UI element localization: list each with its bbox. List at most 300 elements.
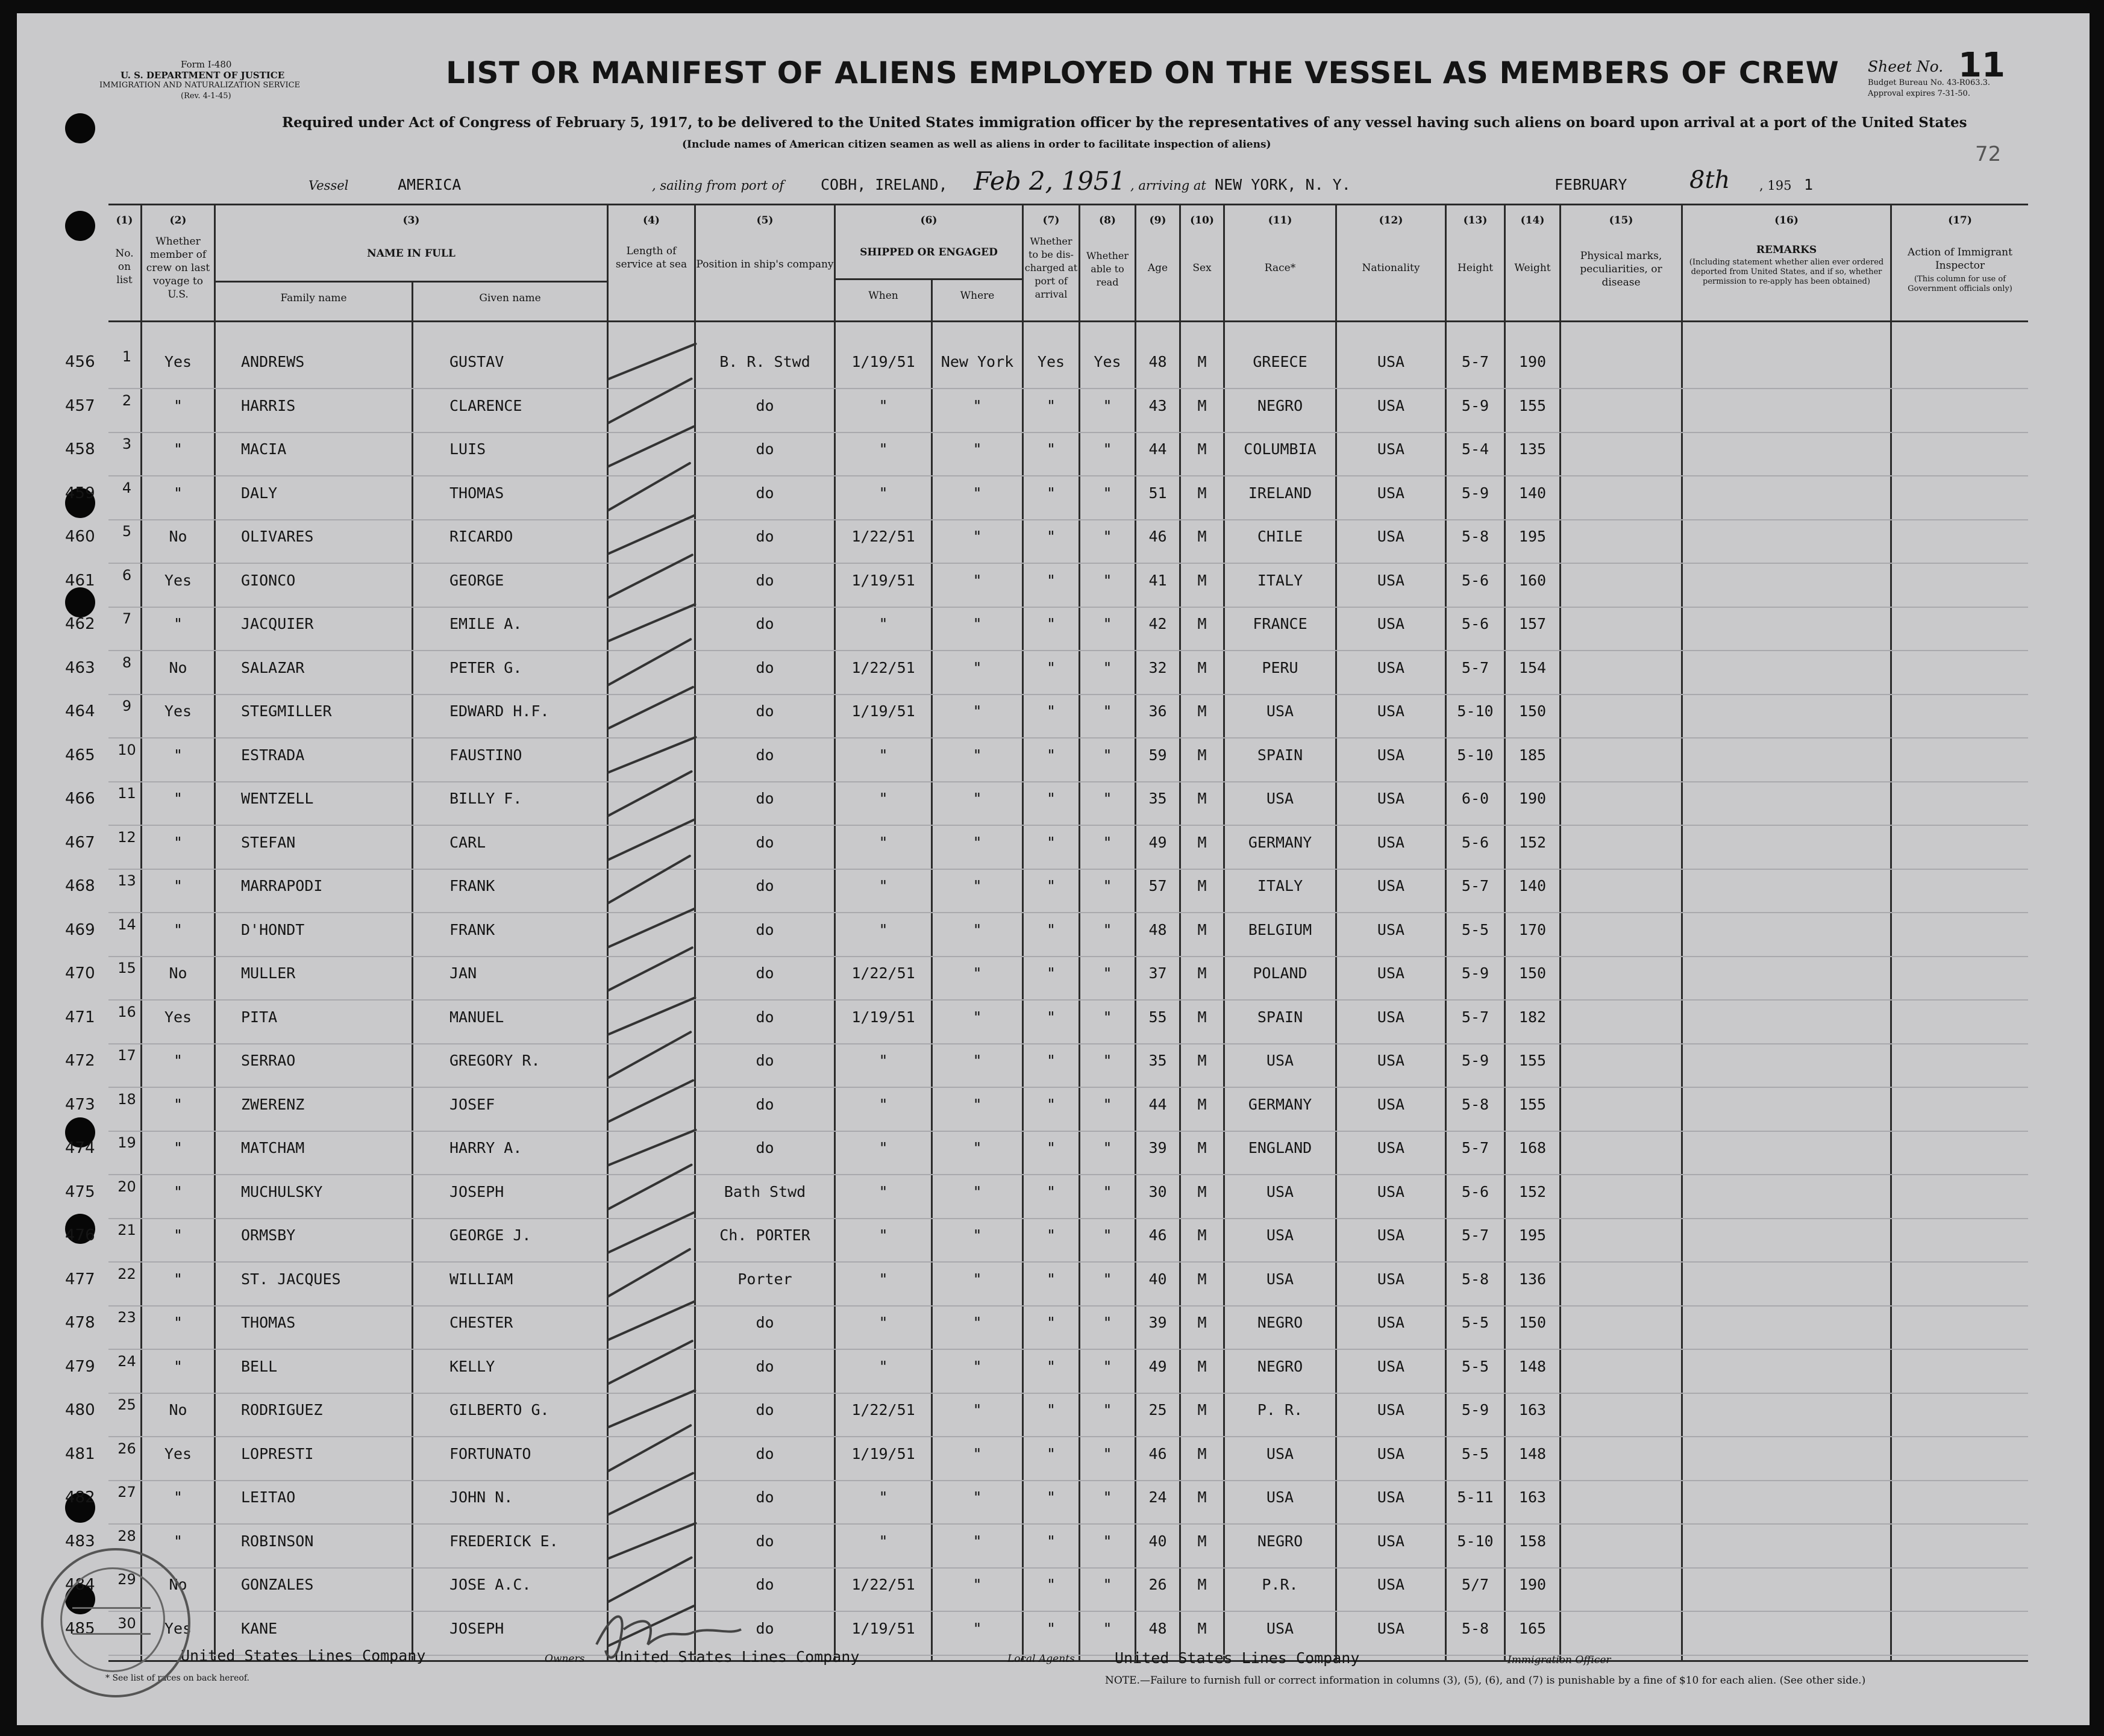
shipped-when-cell: " bbox=[878, 790, 888, 807]
race-cell: USA bbox=[1266, 1619, 1294, 1637]
margin-number-cell: 483 bbox=[65, 1532, 95, 1550]
height-cell: 5-5 bbox=[1461, 1444, 1489, 1463]
shipped-when-cell: " bbox=[878, 877, 888, 895]
col8-header: Whether able to read bbox=[1086, 250, 1129, 288]
discharged-cell: " bbox=[1046, 877, 1056, 895]
nationality-cell: USA bbox=[1377, 1488, 1405, 1506]
row-rule bbox=[108, 1480, 2028, 1481]
given-name-cell: CHESTER bbox=[449, 1314, 513, 1331]
prev-voyage-cell: " bbox=[173, 396, 183, 414]
age-cell: 44 bbox=[1148, 440, 1167, 458]
margin-number-cell: 479 bbox=[65, 1357, 95, 1376]
position-cell: Porter bbox=[737, 1270, 792, 1288]
list-number-cell: 22 bbox=[117, 1265, 136, 1282]
list-number-cell: 20 bbox=[117, 1178, 136, 1195]
nationality-cell: USA bbox=[1377, 528, 1405, 545]
discharged-cell: " bbox=[1046, 1052, 1056, 1069]
shipped-when-cell: 1/19/51 bbox=[851, 1619, 915, 1637]
form-number: Form I-480 bbox=[181, 59, 232, 70]
col13-number: (13) bbox=[1463, 214, 1488, 226]
margin-number-cell: 470 bbox=[65, 964, 95, 982]
discharged-cell: " bbox=[1046, 1444, 1056, 1463]
given-name-cell: EMILE A. bbox=[449, 615, 522, 632]
age-cell: 46 bbox=[1148, 528, 1167, 545]
shipped-when-cell: 1/22/51 bbox=[851, 528, 915, 545]
sex-cell: M bbox=[1197, 571, 1207, 589]
nationality-cell: USA bbox=[1377, 353, 1405, 370]
shipped-where-cell: " bbox=[972, 1270, 982, 1288]
prev-voyage-cell: No bbox=[169, 528, 187, 545]
family-name-cell: JACQUIER bbox=[241, 615, 314, 632]
margin-number-cell: 473 bbox=[65, 1095, 95, 1114]
weight-cell: 136 bbox=[1518, 1270, 1547, 1288]
margin-number-cell: 484 bbox=[65, 1576, 95, 1594]
prev-voyage-cell: Yes bbox=[164, 702, 192, 720]
height-cell: 5-8 bbox=[1461, 1270, 1489, 1288]
col9-number: (9) bbox=[1149, 214, 1166, 226]
position-cell: do bbox=[756, 964, 774, 982]
shipped-where-cell: " bbox=[972, 1488, 982, 1506]
race-cell: GERMANY bbox=[1248, 1095, 1312, 1113]
height-cell: 5-7 bbox=[1461, 353, 1489, 370]
family-name-cell: KANE bbox=[241, 1619, 278, 1637]
nationality-cell: USA bbox=[1377, 964, 1405, 982]
prev-voyage-cell: " bbox=[173, 833, 183, 851]
row-rule bbox=[108, 956, 2028, 957]
able-to-read-cell: " bbox=[1103, 920, 1112, 938]
prev-voyage-cell: " bbox=[173, 920, 183, 938]
nationality-cell: USA bbox=[1377, 1270, 1405, 1288]
col14-header: Weight bbox=[1514, 262, 1551, 274]
list-number-cell: 9 bbox=[122, 698, 132, 714]
list-number-cell: 19 bbox=[117, 1134, 136, 1151]
nationality-cell: USA bbox=[1377, 1139, 1405, 1157]
sex-cell: M bbox=[1197, 396, 1207, 414]
race-cell: P. R. bbox=[1257, 1401, 1303, 1419]
nationality-cell: USA bbox=[1377, 1095, 1405, 1113]
nationality-cell: USA bbox=[1377, 1444, 1405, 1463]
list-number-cell: 14 bbox=[117, 916, 136, 933]
col5-header: Position in ship's company bbox=[696, 258, 834, 270]
prev-voyage-cell: " bbox=[173, 1357, 183, 1375]
weight-cell: 152 bbox=[1518, 833, 1547, 851]
row-rule bbox=[108, 1523, 2028, 1525]
weight-cell: 170 bbox=[1518, 920, 1547, 938]
shipped-when-cell: " bbox=[878, 615, 888, 632]
given-name-cell: GEORGE J. bbox=[449, 1226, 531, 1244]
shipped-when-cell: " bbox=[878, 1314, 888, 1331]
col5-number: (5) bbox=[756, 214, 774, 226]
margin-number-cell: 480 bbox=[65, 1401, 95, 1419]
shipped-where-cell: " bbox=[972, 528, 982, 545]
sex-cell: M bbox=[1197, 1444, 1207, 1463]
family-name-cell: BELL bbox=[241, 1357, 278, 1375]
height-cell: 5-9 bbox=[1461, 484, 1489, 502]
margin-number-cell: 464 bbox=[65, 702, 95, 720]
age-cell: 59 bbox=[1148, 746, 1167, 764]
list-number-cell: 5 bbox=[122, 523, 132, 540]
prev-voyage-cell: Yes bbox=[164, 1619, 192, 1637]
shipped-when-cell: 1/22/51 bbox=[851, 1576, 915, 1593]
family-name-cell: LEITAO bbox=[241, 1488, 296, 1506]
weight-cell: 155 bbox=[1518, 396, 1547, 414]
height-cell: 5-11 bbox=[1457, 1488, 1494, 1506]
family-name-cell: LOPRESTI bbox=[241, 1444, 314, 1463]
header-bottom-rule bbox=[108, 320, 2028, 322]
shipped-where-cell: " bbox=[972, 964, 982, 982]
col16-header: REMARKS bbox=[1756, 244, 1817, 256]
col15-header: Physical marks, peculiarities, or disease bbox=[1580, 250, 1662, 289]
nationality-cell: USA bbox=[1377, 658, 1405, 676]
row-rule bbox=[108, 388, 2028, 389]
race-cell: USA bbox=[1266, 790, 1294, 807]
margin-number-cell: 457 bbox=[65, 396, 95, 415]
row-rule bbox=[108, 825, 2028, 826]
position-cell: B. R. Stwd bbox=[719, 353, 810, 370]
row-rule bbox=[108, 1218, 2028, 1219]
list-number-cell: 26 bbox=[117, 1440, 136, 1457]
discharged-cell: " bbox=[1046, 658, 1056, 676]
row-rule bbox=[108, 650, 2028, 651]
sheet-number: 11 bbox=[1958, 46, 2005, 85]
vessel-label: Vessel bbox=[308, 178, 349, 193]
able-to-read-cell: " bbox=[1103, 1052, 1112, 1069]
shipped-where-cell: " bbox=[972, 1226, 982, 1244]
given-name-cell: FREDERICK E. bbox=[449, 1532, 559, 1550]
given-name-cell: FAUSTINO bbox=[449, 746, 522, 764]
sex-cell: M bbox=[1197, 1270, 1207, 1288]
age-cell: 39 bbox=[1148, 1314, 1167, 1331]
sex-cell: M bbox=[1197, 1139, 1207, 1157]
col17-subheader: (This column for use of Government officials only) bbox=[1908, 275, 2012, 293]
sex-cell: M bbox=[1197, 484, 1207, 502]
sheet-label: Sheet No. bbox=[1868, 58, 1944, 75]
col-divider bbox=[1681, 204, 1683, 1660]
position-cell: do bbox=[756, 571, 774, 589]
shipped-where-cell: " bbox=[972, 396, 982, 414]
margin-number-cell: 467 bbox=[65, 833, 95, 852]
col3-header: NAME IN FULL bbox=[367, 248, 456, 260]
shipped-where-cell: " bbox=[972, 1314, 982, 1331]
sex-cell: M bbox=[1197, 658, 1207, 676]
able-to-read-cell: " bbox=[1103, 615, 1112, 632]
margin-number-cell: 465 bbox=[65, 746, 95, 764]
shipped-when-cell: " bbox=[878, 1182, 888, 1201]
race-cell: USA bbox=[1266, 1488, 1294, 1506]
col2-number: (2) bbox=[169, 214, 187, 226]
margin-number-cell: 460 bbox=[65, 528, 95, 546]
shipped-where-cell: " bbox=[972, 920, 982, 938]
sex-cell: M bbox=[1197, 1401, 1207, 1419]
row-rule bbox=[108, 1174, 2028, 1175]
able-to-read-cell: " bbox=[1103, 1357, 1112, 1375]
approval: Approval expires 7-31-50. bbox=[1868, 89, 1970, 98]
prev-voyage-cell: No bbox=[169, 1576, 187, 1593]
family-name-cell: STEFAN bbox=[241, 833, 296, 851]
col8-number: (8) bbox=[1099, 214, 1116, 226]
discharged-cell: " bbox=[1046, 1139, 1056, 1157]
sex-cell: M bbox=[1197, 1226, 1207, 1244]
nationality-cell: USA bbox=[1377, 1532, 1405, 1550]
height-cell: 5-6 bbox=[1461, 833, 1489, 851]
family-name-cell: MULLER bbox=[241, 964, 296, 982]
age-cell: 39 bbox=[1148, 1139, 1167, 1157]
age-cell: 36 bbox=[1148, 702, 1167, 720]
age-cell: 48 bbox=[1148, 1619, 1167, 1637]
discharged-cell: " bbox=[1046, 1226, 1056, 1244]
position-cell: do bbox=[756, 1619, 774, 1637]
race-cell: USA bbox=[1266, 1052, 1294, 1069]
col16-number: (16) bbox=[1774, 214, 1799, 226]
family-name-cell: SALAZAR bbox=[241, 658, 305, 676]
height-cell: 5-6 bbox=[1461, 615, 1489, 632]
list-number-cell: 7 bbox=[122, 610, 132, 627]
list-number-cell: 24 bbox=[117, 1352, 136, 1370]
given-name-cell: EDWARD H.F. bbox=[449, 702, 549, 720]
weight-cell: 135 bbox=[1518, 440, 1547, 458]
owners-label: Owners bbox=[545, 1653, 585, 1665]
col-divider bbox=[412, 281, 413, 1660]
penalty-note: NOTE.—Failure to furnish full or correct information in columns (3), (5), (6), and (7) is punishable by a fine of $10 for each alien. (See other side.) bbox=[1105, 1675, 1866, 1687]
height-cell: 5/7 bbox=[1461, 1576, 1489, 1593]
race-cell: POLAND bbox=[1253, 964, 1307, 982]
weight-cell: 195 bbox=[1518, 1226, 1547, 1244]
age-cell: 48 bbox=[1148, 353, 1167, 370]
family-name-cell: ST. JACQUES bbox=[241, 1270, 341, 1288]
able-to-read-cell: " bbox=[1103, 1401, 1112, 1419]
col9-header: Age bbox=[1147, 262, 1168, 274]
able-to-read-cell: " bbox=[1103, 528, 1112, 545]
margin-number-cell: 463 bbox=[65, 658, 95, 677]
given-name-cell: RICARDO bbox=[449, 528, 513, 545]
able-to-read-cell: " bbox=[1103, 1444, 1112, 1463]
shipped-when-cell: " bbox=[878, 1488, 888, 1506]
list-number-cell: 11 bbox=[117, 785, 136, 802]
able-to-read-cell: " bbox=[1103, 833, 1112, 851]
department: U. S. DEPARTMENT OF JUSTICE bbox=[121, 70, 285, 81]
prev-voyage-cell: Yes bbox=[164, 1444, 192, 1463]
nationality-cell: USA bbox=[1377, 396, 1405, 414]
col-divider bbox=[1890, 204, 1892, 1660]
discharged-cell: " bbox=[1046, 920, 1056, 938]
prev-voyage-cell: " bbox=[173, 484, 183, 502]
col12-number: (12) bbox=[1379, 214, 1403, 226]
weight-cell: 160 bbox=[1518, 571, 1547, 589]
race-cell: NEGRO bbox=[1257, 396, 1303, 414]
able-to-read-cell: " bbox=[1103, 658, 1112, 676]
discharged-cell: " bbox=[1046, 615, 1056, 632]
height-cell: 5-9 bbox=[1461, 1401, 1489, 1419]
age-cell: 40 bbox=[1148, 1532, 1167, 1550]
family-name-cell: MATCHAM bbox=[241, 1139, 305, 1157]
family-name-cell: MACIA bbox=[241, 440, 287, 458]
nationality-cell: USA bbox=[1377, 440, 1405, 458]
given-name-cell: GILBERTO G. bbox=[449, 1401, 549, 1419]
height-cell: 5-9 bbox=[1461, 396, 1489, 414]
weight-cell: 155 bbox=[1518, 1052, 1547, 1069]
sex-cell: M bbox=[1197, 746, 1207, 764]
nationality-cell: USA bbox=[1377, 1052, 1405, 1069]
nationality-cell: USA bbox=[1377, 790, 1405, 807]
nationality-cell: USA bbox=[1377, 1576, 1405, 1593]
list-number-cell: 13 bbox=[117, 872, 136, 889]
weight-cell: 190 bbox=[1518, 353, 1547, 370]
given-name-cell: JAN bbox=[449, 964, 477, 982]
height-cell: 5-8 bbox=[1461, 1619, 1489, 1637]
vessel-name: AMERICA bbox=[398, 176, 462, 193]
shipped-when-cell: " bbox=[878, 920, 888, 938]
family-name-cell: RODRIGUEZ bbox=[241, 1401, 323, 1419]
sex-cell: M bbox=[1197, 615, 1207, 632]
discharged-cell: " bbox=[1046, 1182, 1056, 1201]
list-number-cell: 3 bbox=[122, 436, 132, 452]
position-cell: do bbox=[756, 1532, 774, 1550]
shipped-when-cell: 1/22/51 bbox=[851, 964, 915, 982]
nationality-cell: USA bbox=[1377, 1401, 1405, 1419]
race-cell: USA bbox=[1266, 1182, 1294, 1201]
prev-voyage-cell: " bbox=[173, 1532, 183, 1550]
position-cell: do bbox=[756, 833, 774, 851]
col7-header: Whether to be dis-charged at port of arrival bbox=[1024, 236, 1078, 300]
list-number-cell: 12 bbox=[117, 828, 136, 846]
weight-cell: 148 bbox=[1518, 1444, 1547, 1463]
prev-voyage-cell: " bbox=[173, 615, 183, 632]
col11-number: (11) bbox=[1268, 214, 1292, 226]
shipped-where-cell: " bbox=[972, 1576, 982, 1593]
race-cell: BELGIUM bbox=[1248, 920, 1312, 938]
shipped-where-cell: " bbox=[972, 615, 982, 632]
given-name-cell: FORTUNATO bbox=[449, 1444, 531, 1463]
row-rule bbox=[108, 475, 2028, 476]
shipped-when-cell: " bbox=[878, 746, 888, 764]
position-cell: do bbox=[756, 1095, 774, 1113]
height-cell: 5-10 bbox=[1457, 746, 1494, 764]
weight-cell: 150 bbox=[1518, 1314, 1547, 1331]
page-mark: 72 bbox=[1975, 142, 2002, 166]
shipped-when-cell: " bbox=[878, 1226, 888, 1244]
row-rule bbox=[108, 869, 2028, 870]
list-number-cell: 15 bbox=[117, 960, 136, 976]
race-cell: USA bbox=[1266, 1226, 1294, 1244]
able-to-read-cell: " bbox=[1103, 1532, 1112, 1550]
margin-number-cell: 456 bbox=[65, 353, 95, 371]
col6-number: (6) bbox=[920, 214, 938, 226]
position-cell: do bbox=[756, 702, 774, 720]
height-cell: 5-5 bbox=[1461, 1357, 1489, 1375]
given-name-cell: HARRY A. bbox=[449, 1139, 522, 1157]
shipped-where-cell: " bbox=[972, 440, 982, 458]
family-name-cell: ROBINSON bbox=[241, 1532, 314, 1550]
discharged-cell: " bbox=[1046, 1488, 1056, 1506]
able-to-read-cell: " bbox=[1103, 484, 1112, 502]
shipped-subheader-rule bbox=[834, 278, 1022, 280]
height-cell: 5-7 bbox=[1461, 1139, 1489, 1157]
age-cell: 55 bbox=[1148, 1008, 1167, 1026]
family-name-cell: WENTZELL bbox=[241, 790, 314, 807]
race-cell: ITALY bbox=[1257, 571, 1303, 589]
position-cell: do bbox=[756, 790, 774, 807]
shipped-when-cell: " bbox=[878, 440, 888, 458]
family-name-cell: ZWERENZ bbox=[241, 1095, 305, 1113]
shipped-when-cell: " bbox=[878, 1270, 888, 1288]
shipped-when-cell: 1/19/51 bbox=[851, 702, 915, 720]
margin-number-cell: 462 bbox=[65, 615, 95, 633]
shipped-where-cell: " bbox=[972, 746, 982, 764]
weight-cell: 165 bbox=[1518, 1619, 1547, 1637]
nationality-cell: USA bbox=[1377, 920, 1405, 938]
list-number-cell: 21 bbox=[117, 1222, 136, 1238]
arrival-day: 8th bbox=[1689, 166, 1730, 194]
discharged-cell: " bbox=[1046, 833, 1056, 851]
race-cell: SPAIN bbox=[1257, 746, 1303, 764]
age-cell: 57 bbox=[1148, 877, 1167, 895]
family-name-cell: ANDREWS bbox=[241, 353, 305, 370]
family-name-cell: ORMSBY bbox=[241, 1226, 296, 1244]
sex-cell: M bbox=[1197, 877, 1207, 895]
given-name-cell: KELLY bbox=[449, 1357, 495, 1375]
weight-cell: 140 bbox=[1518, 484, 1547, 502]
shipped-when-cell: " bbox=[878, 484, 888, 502]
list-number-cell: 23 bbox=[117, 1309, 136, 1326]
col17-number: (17) bbox=[1948, 214, 1972, 226]
margin-number-cell: 476 bbox=[65, 1226, 95, 1244]
height-cell: 5-10 bbox=[1457, 702, 1494, 720]
sex-cell: M bbox=[1197, 1619, 1207, 1637]
list-number-cell: 2 bbox=[122, 392, 132, 409]
weight-cell: 190 bbox=[1518, 1576, 1547, 1593]
nationality-cell: USA bbox=[1377, 571, 1405, 589]
height-cell: 5-6 bbox=[1461, 571, 1489, 589]
prev-voyage-cell: " bbox=[173, 746, 183, 764]
discharged-cell: " bbox=[1046, 484, 1056, 502]
shipped-where-cell: " bbox=[972, 1008, 982, 1026]
nationality-cell: USA bbox=[1377, 833, 1405, 851]
discharged-cell: " bbox=[1046, 702, 1056, 720]
family-name-cell: GIONCO bbox=[241, 571, 296, 589]
list-number-cell: 1 bbox=[122, 348, 132, 365]
form-note: (Include names of American citizen seamen as well as aliens in order to facilitate inspection of aliens) bbox=[682, 139, 1271, 151]
position-cell: do bbox=[756, 1314, 774, 1331]
age-cell: 48 bbox=[1148, 920, 1167, 938]
departure-date: Feb 2, 1951 bbox=[974, 166, 1126, 196]
family-name-cell: MUCHULSKY bbox=[241, 1182, 323, 1201]
sex-cell: M bbox=[1197, 964, 1207, 982]
agents-label: Local Agents bbox=[1007, 1653, 1075, 1665]
shipped-where-cell: New York bbox=[941, 353, 1014, 370]
col1-number: (1) bbox=[116, 214, 133, 226]
margin-number-cell: 466 bbox=[65, 790, 95, 808]
height-cell: 5-7 bbox=[1461, 1226, 1489, 1244]
margin-number-cell: 482 bbox=[65, 1488, 95, 1507]
sex-cell: M bbox=[1197, 1095, 1207, 1113]
given-name-cell: BILLY F. bbox=[449, 790, 522, 807]
row-rule bbox=[108, 432, 2028, 433]
prev-voyage-cell: No bbox=[169, 658, 187, 676]
sex-cell: M bbox=[1197, 528, 1207, 545]
height-cell: 5-9 bbox=[1461, 964, 1489, 982]
position-cell: do bbox=[756, 877, 774, 895]
shipped-when-cell: " bbox=[878, 396, 888, 414]
weight-cell: 152 bbox=[1518, 1182, 1547, 1201]
age-cell: 49 bbox=[1148, 833, 1167, 851]
prev-voyage-cell: " bbox=[173, 1226, 183, 1244]
margin-number-cell: 478 bbox=[65, 1314, 95, 1332]
shipped-where-cell: " bbox=[972, 658, 982, 676]
age-cell: 37 bbox=[1148, 964, 1167, 982]
inspector-signature bbox=[590, 1602, 747, 1669]
row-rule bbox=[108, 1305, 2028, 1307]
able-to-read-cell: " bbox=[1103, 1270, 1112, 1288]
